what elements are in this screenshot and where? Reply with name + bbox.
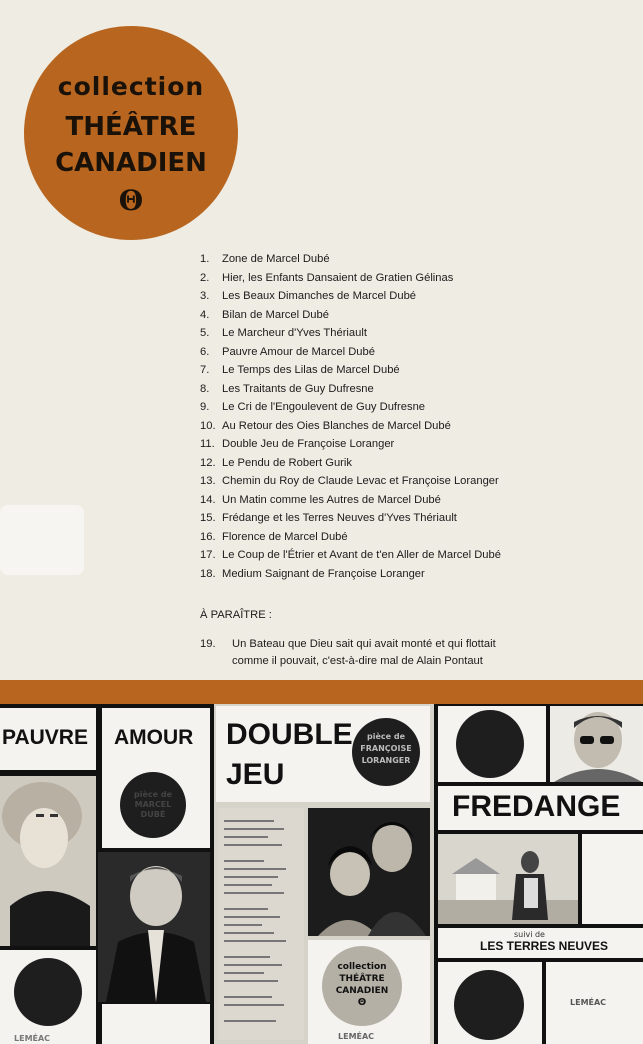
sticker-remnant — [0, 505, 84, 575]
title-box — [438, 786, 643, 830]
actor-photo-art — [98, 852, 210, 1002]
list-item: 17. Le Coup de l'Étrier et Avant de t'en Aller de Marcel Dubé — [200, 549, 501, 561]
farm-photo — [438, 834, 578, 924]
list-item: 16. Florence de Marcel Dubé — [200, 530, 348, 543]
mini-logo-box: collection THÉÂTRE CANADIEN Θ LEMÉAC — [308, 940, 430, 1044]
cover-title-fredange: FREDANGE — [452, 790, 621, 823]
list-item: 14. Un Matin comme les Autres de Marcel Dubé — [200, 493, 441, 506]
publisher-box: LEMÉAC — [546, 962, 643, 1044]
author-photo-art — [550, 706, 643, 782]
list-item: 6. Pauvre Amour de Marcel Dubé — [200, 345, 375, 358]
cover-title-amour: AMOUR — [114, 726, 194, 749]
title-box — [438, 706, 546, 782]
list-item: 2. Hier, les Enfants Dansaient de Gratien Gélinas — [200, 271, 454, 284]
list-item: 11. Double Jeu de Françoise Loranger — [200, 438, 395, 450]
list-item: 15. Frédange et les Terres Neuves d'Yves Thériault — [200, 512, 457, 524]
list-item: 9. Le Cri de l'Engoulevent de Guy Dufresne — [200, 401, 426, 413]
forthcoming-item: 19. Un Bateau que Dieu sait qui avait monté et qui flottait comme il pouvait, c'est-à-dire mal de Alain Pontaut — [200, 638, 496, 667]
text-lines-art — [218, 808, 304, 1040]
list-item: 4. Bilan de Marcel Dubé — [200, 308, 329, 321]
list-item: 12. Le Pendu de Robert Gurik — [200, 456, 352, 469]
list-item: 5. Le Marcheur d'Yves Thériault — [200, 327, 367, 339]
cover-fredange — [436, 704, 643, 1044]
list-item: 13. Chemin du Roy de Claude Levac et Françoise Loranger — [200, 475, 499, 487]
author-circle: pièce de FRANÇOISE LORANGER — [352, 718, 420, 786]
list-item: 18. Medium Saignant de Françoise Loranger — [200, 567, 425, 580]
list-item: 8. Les Traitants de Guy Dufresne — [200, 382, 374, 395]
couple-photo-art — [308, 808, 430, 936]
list-item: 1. Zone de Marcel Dubé — [200, 253, 330, 265]
author-circle — [454, 970, 524, 1040]
title-box — [102, 708, 210, 848]
author-circle — [456, 710, 524, 778]
cover-title-jeu: JEU — [226, 758, 285, 791]
cover-title-pauvre: PAUVRE — [2, 726, 88, 749]
bottom-box: LEMÉAC — [0, 950, 96, 1044]
cover-strip — [0, 680, 643, 1044]
collection-logo — [24, 26, 238, 240]
orange-band — [0, 680, 643, 704]
cover-double-jeu — [214, 704, 434, 1044]
plain-box — [582, 834, 643, 924]
list-item: 3. Les Beaux Dimanches de Marcel Dubé — [200, 290, 417, 302]
title-box — [216, 706, 430, 802]
forthcoming-heading: À PARAÎTRE : — [200, 609, 272, 621]
bottom-box — [438, 962, 542, 1044]
list-item: 7. Le Temps des Lilas de Marcel Dubé — [200, 364, 400, 376]
logo-collection-text: collection — [57, 72, 205, 101]
author-circle: pièce de MARCEL DUBÉ — [120, 772, 186, 838]
publisher-circle — [14, 958, 82, 1026]
logo-theatre-text: THÉÂTRE — [65, 112, 197, 142]
author-photo — [550, 706, 643, 782]
logo-canadien-text: CANADIEN — [55, 148, 207, 178]
actress-photo — [0, 776, 96, 946]
mini-collection-logo: collection THÉÂTRE CANADIEN Θ — [322, 946, 402, 1026]
publisher-symbol-icon: Θ — [118, 184, 144, 217]
text-excerpt — [218, 808, 304, 1040]
cover-pauvre-amour — [0, 704, 212, 1044]
title-list — [200, 250, 630, 583]
subtitle-box: suivi de LES TERRES NEUVES — [438, 928, 643, 958]
list-item: 10. Au Retour des Oies Blanches de Marcel Dubé — [200, 419, 451, 432]
couple-photo — [308, 808, 430, 936]
farm-photo-art — [438, 834, 578, 924]
actor-photo — [98, 852, 210, 1002]
bottom-box — [102, 1004, 210, 1044]
cover-subtitle-terres: LES TERRES NEUVES — [480, 939, 609, 953]
actress-photo-art — [0, 776, 96, 946]
title-box — [0, 708, 96, 770]
cover-title-double: DOUBLE — [226, 718, 353, 751]
